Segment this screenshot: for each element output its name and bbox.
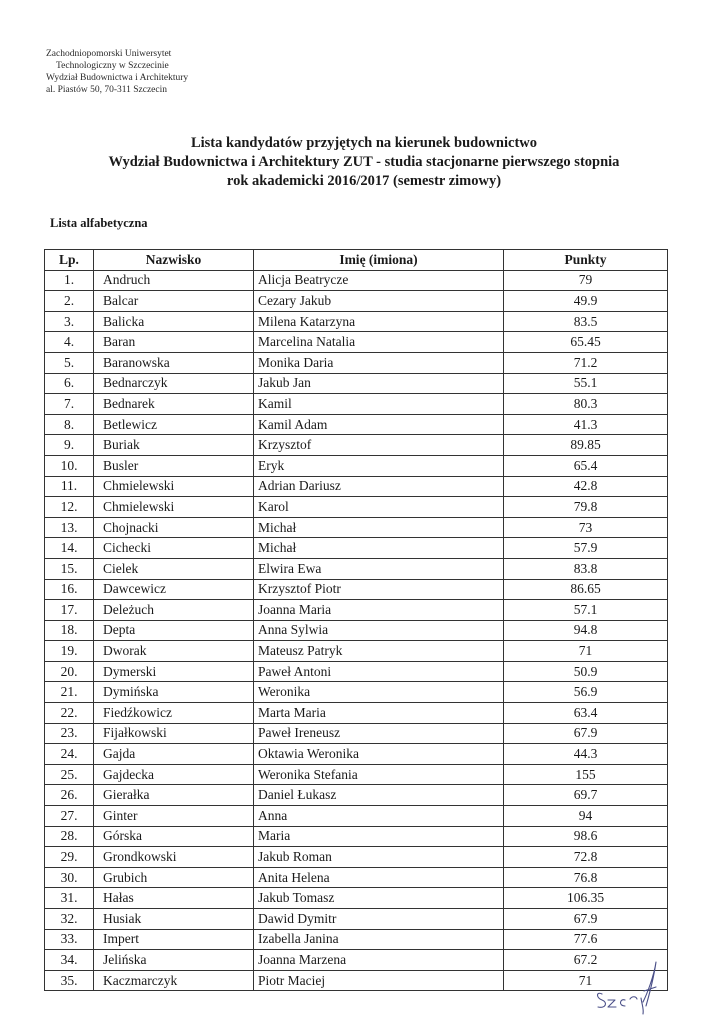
cell-first-names: Kamil Adam	[254, 414, 504, 435]
cell-surname: Gajda	[94, 744, 254, 765]
table-row	[45, 414, 668, 435]
cell-points: 65.4	[504, 455, 668, 476]
cell-row-number: 6.	[45, 373, 94, 394]
cell-first-names: Izabella Janina	[254, 929, 504, 950]
table-row	[45, 311, 668, 332]
cell-surname: Depta	[94, 620, 254, 641]
cell-first-names: Karol	[254, 497, 504, 518]
table-row	[45, 826, 668, 847]
cell-first-names: Krzysztof Piotr	[254, 579, 504, 600]
cell-first-names: Jakub Jan	[254, 373, 504, 394]
cell-row-number: 16.	[45, 579, 94, 600]
cell-row-number: 26.	[45, 785, 94, 806]
table-row	[45, 291, 668, 312]
cell-points: 89.85	[504, 435, 668, 456]
cell-points: 76.8	[504, 867, 668, 888]
cell-points: 44.3	[504, 744, 668, 765]
cell-surname: Cielek	[94, 558, 254, 579]
cell-points: 56.9	[504, 682, 668, 703]
cell-surname: Fiedźkowicz	[94, 703, 254, 724]
cell-points: 94.8	[504, 620, 668, 641]
table-row	[45, 373, 668, 394]
cell-points: 73	[504, 517, 668, 538]
cell-points: 98.6	[504, 826, 668, 847]
table-row	[45, 970, 668, 991]
cell-first-names: Marcelina Natalia	[254, 332, 504, 353]
cell-surname: Ginter	[94, 806, 254, 827]
cell-first-names: Paweł Antoni	[254, 661, 504, 682]
cell-points: 67.2	[504, 950, 668, 971]
cell-first-names: Krzysztof	[254, 435, 504, 456]
cell-first-names: Alicja Beatrycze	[254, 270, 504, 291]
cell-row-number: 8.	[45, 414, 94, 435]
table-row	[45, 517, 668, 538]
cell-first-names: Cezary Jakub	[254, 291, 504, 312]
table-row	[45, 476, 668, 497]
cell-first-names: Jakub Tomasz	[254, 888, 504, 909]
cell-points: 79	[504, 270, 668, 291]
table-row	[45, 270, 668, 291]
cell-row-number: 31.	[45, 888, 94, 909]
table-row	[45, 703, 668, 724]
cell-first-names: Jakub Roman	[254, 847, 504, 868]
cell-surname: Kaczmarczyk	[94, 970, 254, 991]
document-title	[0, 134, 728, 191]
table-row	[45, 847, 668, 868]
cell-points: 69.7	[504, 785, 668, 806]
table-row	[45, 867, 668, 888]
cell-first-names: Oktawia Weronika	[254, 744, 504, 765]
cell-row-number: 21.	[45, 682, 94, 703]
column-header-points: Punkty	[504, 250, 668, 271]
cell-points: 50.9	[504, 661, 668, 682]
table-row	[45, 806, 668, 827]
cell-points: 67.9	[504, 909, 668, 930]
cell-surname: Grondkowski	[94, 847, 254, 868]
cell-surname: Chmielewski	[94, 497, 254, 518]
cell-surname: Bednarczyk	[94, 373, 254, 394]
cell-points: 41.3	[504, 414, 668, 435]
cell-surname: Balicka	[94, 311, 254, 332]
cell-row-number: 1.	[45, 270, 94, 291]
cell-first-names: Michał	[254, 538, 504, 559]
cell-first-names: Kamil	[254, 394, 504, 415]
title-line-1: Lista kandydatów przyjętych na kierunek budownictwo	[190, 135, 538, 151]
cell-surname: Chojnacki	[94, 517, 254, 538]
cell-surname: Górska	[94, 826, 254, 847]
cell-row-number: 24.	[45, 744, 94, 765]
cell-points: 57.9	[504, 538, 668, 559]
cell-surname: Gajdecka	[94, 764, 254, 785]
cell-surname: Deleżuch	[94, 600, 254, 621]
cell-points: 83.8	[504, 558, 668, 579]
cell-first-names: Joanna Marzena	[254, 950, 504, 971]
table-row	[45, 888, 668, 909]
cell-row-number: 12.	[45, 497, 94, 518]
cell-row-number: 32.	[45, 909, 94, 930]
column-header-lp: Lp.	[45, 250, 94, 271]
cell-row-number: 28.	[45, 826, 94, 847]
table-body	[45, 270, 668, 991]
cell-surname: Bednarek	[94, 394, 254, 415]
cell-surname: Dymerski	[94, 661, 254, 682]
cell-points: 71	[504, 970, 668, 991]
table-row	[45, 455, 668, 476]
cell-points: 86.65	[504, 579, 668, 600]
cell-row-number: 23.	[45, 723, 94, 744]
table-row	[45, 929, 668, 950]
cell-row-number: 33.	[45, 929, 94, 950]
cell-row-number: 3.	[45, 311, 94, 332]
institution-address	[46, 48, 188, 96]
table-row	[45, 558, 668, 579]
cell-points: 155	[504, 764, 668, 785]
cell-first-names: Anita Helena	[254, 867, 504, 888]
table-header-row	[45, 250, 668, 271]
cell-surname: Andruch	[94, 270, 254, 291]
cell-surname: Betlewicz	[94, 414, 254, 435]
cell-surname: Gierałka	[94, 785, 254, 806]
cell-first-names: Milena Katarzyna	[254, 311, 504, 332]
cell-first-names: Marta Maria	[254, 703, 504, 724]
cell-points: 77.6	[504, 929, 668, 950]
cell-surname: Dworak	[94, 641, 254, 662]
table-row	[45, 682, 668, 703]
cell-surname: Busler	[94, 455, 254, 476]
cell-first-names: Monika Daria	[254, 352, 504, 373]
cell-first-names: Weronika Stefania	[254, 764, 504, 785]
cell-points: 80.3	[504, 394, 668, 415]
cell-row-number: 11.	[45, 476, 94, 497]
cell-points: 42.8	[504, 476, 668, 497]
cell-row-number: 27.	[45, 806, 94, 827]
table-row	[45, 620, 668, 641]
org-line-2: Technologiczny w Szczecinie	[56, 61, 169, 71]
org-line-4: al. Piastów 50, 70-311 Szczecin	[46, 85, 168, 95]
table-row	[45, 435, 668, 456]
table-row	[45, 538, 668, 559]
cell-row-number: 18.	[45, 620, 94, 641]
cell-row-number: 4.	[45, 332, 94, 353]
org-line-1: Zachodniopomorski Uniwersytet	[46, 49, 172, 59]
table-row	[45, 394, 668, 415]
column-header-surname: Nazwisko	[94, 250, 254, 271]
table-row	[45, 744, 668, 765]
cell-row-number: 22.	[45, 703, 94, 724]
cell-points: 55.1	[504, 373, 668, 394]
table-row	[45, 950, 668, 971]
cell-row-number: 15.	[45, 558, 94, 579]
cell-surname: Dymińska	[94, 682, 254, 703]
cell-points: 106.35	[504, 888, 668, 909]
column-header-first-names: Imię (imiona)	[254, 250, 504, 271]
cell-surname: Dawcewicz	[94, 579, 254, 600]
cell-first-names: Weronika	[254, 682, 504, 703]
cell-first-names: Daniel Łukasz	[254, 785, 504, 806]
table-row	[45, 723, 668, 744]
cell-surname: Fijałkowski	[94, 723, 254, 744]
cell-row-number: 25.	[45, 764, 94, 785]
cell-first-names: Dawid Dymitr	[254, 909, 504, 930]
table-row	[45, 332, 668, 353]
org-line-3: Wydział Budownictwa i Architektury	[46, 73, 189, 83]
title-line-3: rok akademicki 2016/2017 (semestr zimowy)	[226, 173, 502, 189]
table-row	[45, 909, 668, 930]
title-line-2: Wydział Budownictwa i Architektury ZUT - studia stacjonarne pierwszego stopnia	[108, 154, 620, 170]
cell-first-names: Anna	[254, 806, 504, 827]
table-row	[45, 497, 668, 518]
cell-row-number: 2.	[45, 291, 94, 312]
cell-points: 94	[504, 806, 668, 827]
cell-row-number: 29.	[45, 847, 94, 868]
table-row	[45, 579, 668, 600]
cell-points: 63.4	[504, 703, 668, 724]
cell-first-names: Eryk	[254, 455, 504, 476]
cell-first-names: Maria	[254, 826, 504, 847]
cell-points: 49.9	[504, 291, 668, 312]
cell-row-number: 17.	[45, 600, 94, 621]
cell-row-number: 5.	[45, 352, 94, 373]
cell-row-number: 14.	[45, 538, 94, 559]
cell-row-number: 20.	[45, 661, 94, 682]
cell-row-number: 13.	[45, 517, 94, 538]
cell-surname: Chmielewski	[94, 476, 254, 497]
cell-surname: Impert	[94, 929, 254, 950]
cell-points: 72.8	[504, 847, 668, 868]
table-row	[45, 641, 668, 662]
cell-surname: Hałas	[94, 888, 254, 909]
cell-points: 71.2	[504, 352, 668, 373]
cell-first-names: Michał	[254, 517, 504, 538]
cell-points: 79.8	[504, 497, 668, 518]
table-row	[45, 661, 668, 682]
cell-row-number: 7.	[45, 394, 94, 415]
table-row	[45, 600, 668, 621]
cell-first-names: Joanna Maria	[254, 600, 504, 621]
cell-row-number: 10.	[45, 455, 94, 476]
cell-first-names: Paweł Ireneusz	[254, 723, 504, 744]
cell-surname: Balcar	[94, 291, 254, 312]
cell-row-number: 34.	[45, 950, 94, 971]
cell-first-names: Anna Sylwia	[254, 620, 504, 641]
handwritten-signature	[588, 958, 668, 1018]
cell-surname: Buriak	[94, 435, 254, 456]
list-subheading: Lista alfabetyczna	[50, 216, 148, 230]
cell-first-names: Mateusz Patryk	[254, 641, 504, 662]
cell-points: 71	[504, 641, 668, 662]
cell-surname: Grubich	[94, 867, 254, 888]
cell-row-number: 30.	[45, 867, 94, 888]
cell-surname: Jelińska	[94, 950, 254, 971]
candidates-table	[44, 249, 668, 991]
table-row	[45, 352, 668, 373]
cell-points: 67.9	[504, 723, 668, 744]
cell-surname: Husiak	[94, 909, 254, 930]
cell-row-number: 9.	[45, 435, 94, 456]
cell-surname: Cichecki	[94, 538, 254, 559]
table-row	[45, 785, 668, 806]
cell-points: 65.45	[504, 332, 668, 353]
cell-points: 83.5	[504, 311, 668, 332]
cell-points: 57.1	[504, 600, 668, 621]
cell-surname: Baranowska	[94, 352, 254, 373]
cell-first-names: Elwira Ewa	[254, 558, 504, 579]
cell-row-number: 19.	[45, 641, 94, 662]
cell-row-number: 35.	[45, 970, 94, 991]
cell-first-names: Piotr Maciej	[254, 970, 504, 991]
cell-first-names: Adrian Dariusz	[254, 476, 504, 497]
table-row	[45, 764, 668, 785]
cell-surname: Baran	[94, 332, 254, 353]
